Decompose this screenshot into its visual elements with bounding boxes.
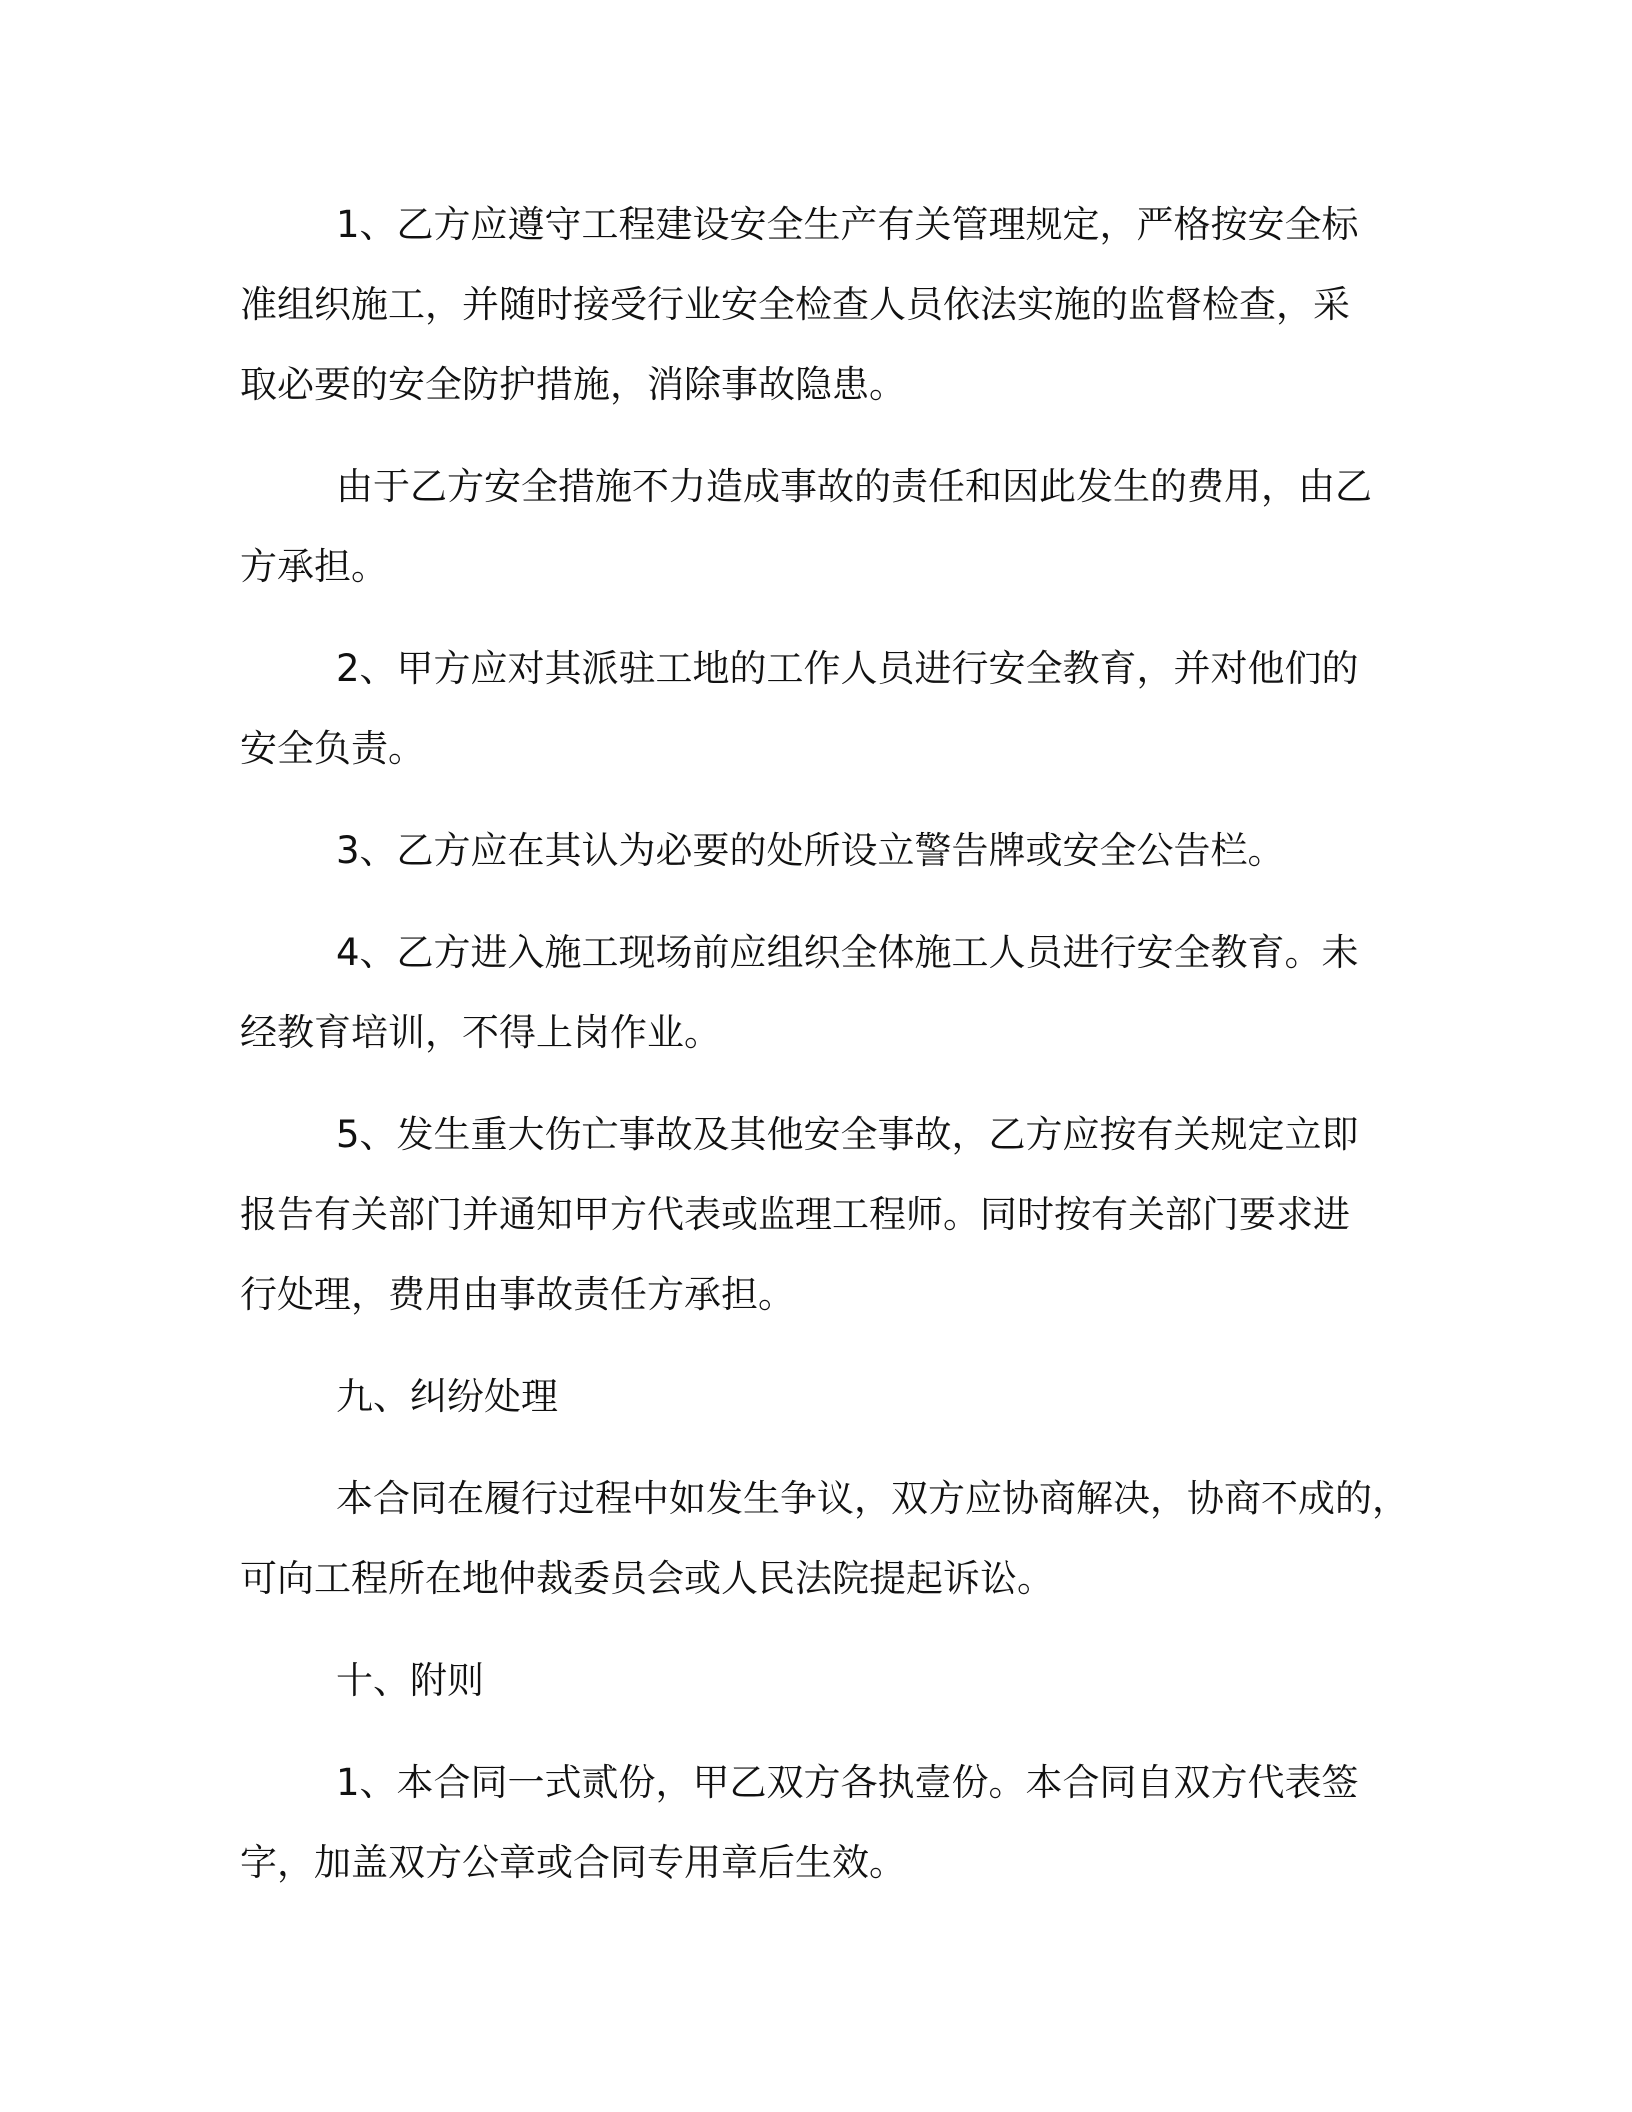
text-line: 经教育培训，不得上岗作业。 (240, 1011, 721, 1054)
text-line: 2、甲方应对其派驻工地的工作人员进行安全教育，并对他们的 (336, 647, 1359, 690)
document-body (240, 185, 1420, 1925)
text-line: 字，加盖双方公章或合同专用章后生效。 (240, 1841, 906, 1884)
text-line: 5、发生重大伤亡事故及其他安全事故，乙方应按有关规定立即 (336, 1113, 1359, 1156)
text-line: 报告有关部门并通知甲方代表或监理工程师。同时按有关部门要求进 (240, 1193, 1350, 1236)
paragraph-safety-4 (240, 913, 1420, 1073)
text-line: 准组织施工，并随时接受行业安全检查人员依法实施的监督检查，采 (240, 283, 1350, 326)
paragraph-safety-1 (240, 185, 1420, 425)
text-line: 1、乙方应遵守工程建设安全生产有关管理规定，严格按安全标 (336, 203, 1359, 246)
text-line: 可向工程所在地仲裁委员会或人民法院提起诉讼。 (240, 1557, 1054, 1600)
paragraph-appendix-1 (240, 1743, 1420, 1903)
paragraph-safety-liability (240, 447, 1420, 607)
text-line: 3、乙方应在其认为必要的处所设立警告牌或安全公告栏。 (336, 829, 1285, 872)
paragraph-safety-2 (240, 629, 1420, 789)
text-line: 行处理，费用由事故责任方承担。 (240, 1273, 795, 1316)
text-line: 方承担。 (240, 545, 388, 588)
text-line: 4、乙方进入施工现场前应组织全体施工人员进行安全教育。未 (336, 931, 1359, 974)
text-line: 1、本合同一式贰份，甲乙双方各执壹份。本合同自双方代表签 (336, 1761, 1359, 1804)
section-heading-dispute: 九、纠纷处理 (336, 1375, 558, 1418)
paragraph-dispute (240, 1459, 1420, 1619)
section-heading-appendix: 十、附则 (336, 1659, 484, 1702)
text-line: 由于乙方安全措施不力造成事故的责任和因此发生的费用，由乙 (336, 465, 1372, 508)
text-line: 本合同在履行过程中如发生争议，双方应协商解决，协商不成的， (336, 1477, 1409, 1520)
paragraph-safety-3 (240, 811, 1420, 891)
text-line: 取必要的安全防护措施，消除事故隐患。 (240, 363, 906, 406)
paragraph-safety-5 (240, 1095, 1420, 1335)
text-line: 安全负责。 (240, 727, 425, 770)
